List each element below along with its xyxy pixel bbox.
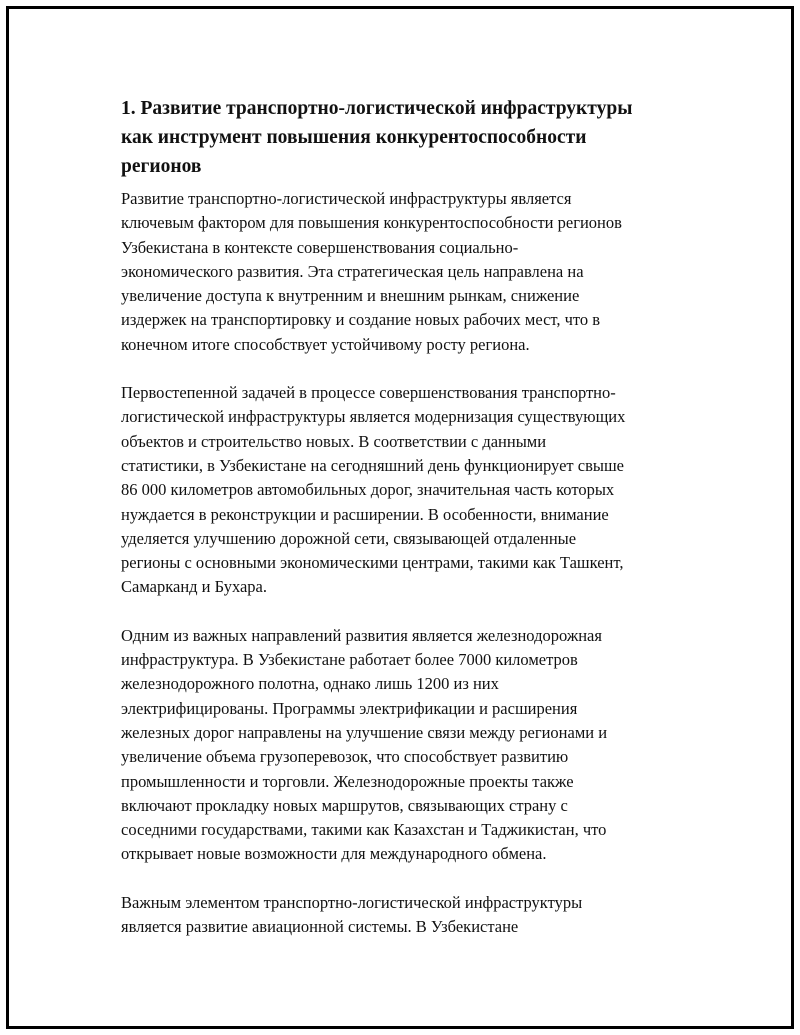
paragraph-line: Узбекистана в контексте совершенствования социально- [121, 237, 519, 257]
section-heading [121, 94, 701, 181]
paragraph-2 [121, 381, 701, 600]
paragraph-line: Самарканд и Бухара. [121, 577, 267, 597]
paragraph-line: открывает новые возможности для международного обмена. [121, 844, 547, 864]
document-body [121, 94, 701, 963]
paragraph-1 [121, 187, 701, 357]
paragraph-line: электрифицированы. Программы электрификации и расширения [121, 698, 578, 718]
paragraph-line: Первостепенной задачей в процессе совершенствования транспортно- [121, 383, 616, 403]
paragraph-4 [121, 891, 701, 940]
paragraph-line: увеличение доступа к внутренним и внешним рынкам, снижение [121, 286, 580, 306]
paragraph-line: Одним из важных направлений развития является железнодорожная [121, 625, 602, 645]
paragraph-line: включают прокладку новых маршрутов, связывающих страну с [121, 795, 568, 815]
paragraph-line: Развитие транспортно-логистической инфраструктуры является [121, 189, 572, 208]
paragraph-line: ключевым фактором для повышения конкурентоспособности регионов [121, 213, 622, 233]
paragraph-line: инфраструктура. В Узбекистане работает более 7000 километров [121, 650, 578, 670]
paragraph-line: конечном итоге способствует устойчивому росту региона. [121, 334, 530, 354]
paragraph-line: объектов и строительство новых. В соответствии с данными [121, 431, 547, 451]
paragraph-line: издержек на транспортировку и создание новых рабочих мест, что в [121, 310, 601, 330]
paragraph-line: регионы с основными экономическими центрами, такими как Ташкент, [121, 553, 624, 573]
heading-line: как инструмент повышения конкурентоспособности [121, 127, 587, 148]
paragraph-line: статистики, в Узбекистане на сегодняшний день функционирует свыше [121, 455, 624, 475]
page-frame [6, 6, 794, 1029]
paragraph-line: 86 000 километров автомобильных дорог, значительная часть которых [121, 480, 615, 500]
paragraph-line: экономического развития. Эта стратегическая цель направлена на [121, 261, 584, 281]
paragraph-line: Важным элементом транспортно-логистической инфраструктуры [121, 892, 583, 912]
paragraph-line: логистической инфраструктуры является модернизация существующих [121, 407, 626, 427]
paragraph-3 [121, 624, 701, 867]
paragraph-line: увеличение объема грузоперевозок, что способствует развитию [121, 747, 569, 767]
paragraph-line: нуждается в реконструкции и расширении. В особенности, внимание [121, 504, 609, 524]
paragraph-line: является развитие авиационной системы. В Узбекистане [121, 917, 519, 937]
paragraph-line: соседними государствами, такими как Казахстан и Таджикистан, что [121, 820, 607, 840]
heading-line: регионов [121, 156, 202, 177]
paragraph-line: железнодорожного полотна, однако лишь 1200 из них [121, 674, 499, 694]
heading-line: 1. Развитие транспортно-логистической инфраструктуры [121, 98, 633, 119]
paragraph-line: промышленности и торговли. Железнодорожные проекты также [121, 771, 574, 791]
paragraph-line: железных дорог направлены на улучшение связи между регионами и [121, 722, 608, 742]
paragraph-line: уделяется улучшению дорожной сети, связывающей отдаленные [121, 528, 577, 548]
